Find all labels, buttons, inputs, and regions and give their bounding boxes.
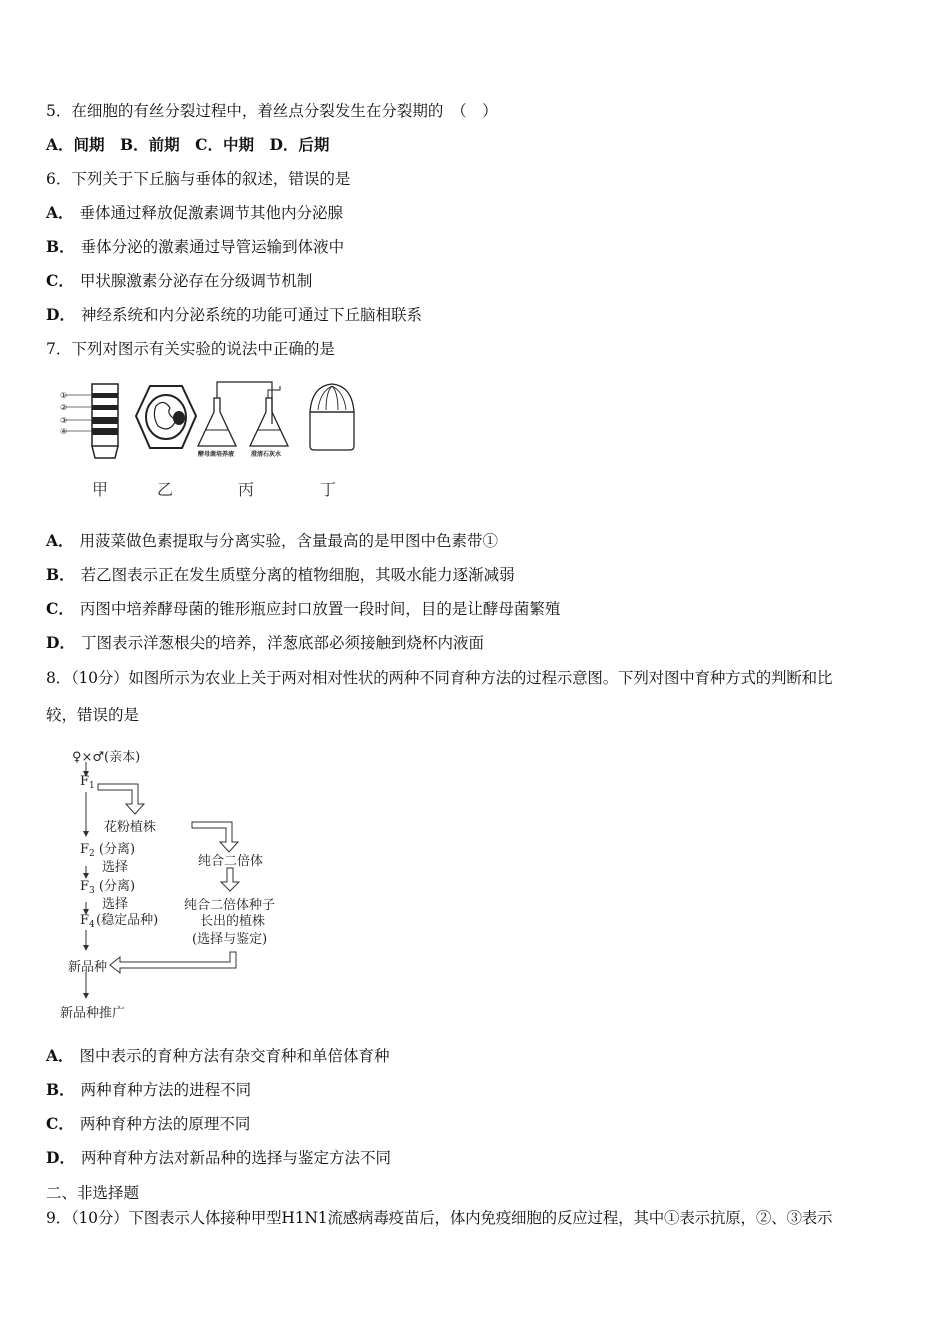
- q6-option-a: A． 垂体通过释放促激素调节其他内分泌腺: [46, 203, 344, 222]
- q6-option-d: D． 神经系统和内分泌系统的功能可通过下丘脑相联系: [46, 305, 422, 324]
- figure-label-ding: 丁: [320, 480, 337, 499]
- breeding-seed-line2: 长出的植株: [200, 914, 266, 929]
- yeast-flask-label: 酵母菌培养液: [198, 451, 235, 458]
- section-heading: 二、非选择题: [46, 1184, 140, 1202]
- q8-stem-line1: 8．（10分）如图所示为农业上关于两对相对性状的两种不同育种方法的过程示意图。下列对图中育种方式的判断和比: [46, 669, 833, 687]
- figure-label-bing: 丙: [238, 480, 255, 499]
- q7-figure: [60, 376, 370, 506]
- figure-label-jia: 甲: [92, 480, 109, 499]
- q7-option-d: D． 丁图表示洋葱根尖的培养，洋葱底部必须接触到烧杯内液面: [46, 633, 484, 652]
- q8-option-c: C． 两种育种方法的原理不同: [46, 1114, 251, 1133]
- band-label-3: ③: [60, 416, 68, 425]
- breeding-f2: $F_2$ (分离): [80, 842, 136, 859]
- q9-stem: 9．（10分）下图表示人体接种甲型H1N1流感病毒疫苗后，体内免疫细胞的反应过程，其中①表示抗原，②、③表示: [46, 1209, 833, 1227]
- q7-stem: 7．下列对图示有关实验的说法中正确的是: [46, 340, 335, 358]
- q8-breeding-figure: [46, 740, 296, 1025]
- onion-beaker: [310, 384, 354, 450]
- breeding-f1: $F_1$: [80, 774, 95, 791]
- band-label-4: ④: [60, 427, 68, 436]
- q7-option-b: B． 若乙图表示正在发生质壁分离的植物细胞，其吸水能力逐渐减弱: [46, 565, 515, 584]
- q7-option-a: A． 用菠菜做色素提取与分离实验，含量最高的是甲图中色素带①: [46, 531, 499, 550]
- q6-option-b: B． 垂体分泌的激素通过导管运输到体液中: [46, 237, 345, 256]
- breeding-stable-variety: (稳定品种): [96, 913, 159, 928]
- breeding-seed-line3: (选择与鉴定): [192, 932, 268, 947]
- q7-figure-drawing: [60, 376, 370, 468]
- q6-stem: 6．下列关于下丘脑与垂体的叙述，错误的是: [46, 170, 351, 188]
- breeding-seed-line1: 纯合二倍体种子: [184, 898, 276, 913]
- breeding-select-1: 选择: [102, 860, 129, 875]
- limewater-flask-label: 澄清石灰水: [251, 451, 282, 458]
- plant-cell: [136, 386, 196, 448]
- q8-option-d: D． 两种育种方法对新品种的选择与鉴定方法不同: [46, 1148, 391, 1167]
- q8-option-a: A． 图中表示的育种方法有杂交育种和单倍体育种: [46, 1046, 390, 1065]
- q8-option-b: B． 两种育种方法的进程不同: [46, 1080, 252, 1099]
- breeding-parents: ♀×♂(亲本): [72, 750, 141, 765]
- breeding-select-2: 选择: [102, 897, 129, 912]
- breeding-new-variety: 新品种: [68, 960, 108, 975]
- breeding-pure-diploid: 纯合二倍体: [198, 854, 264, 869]
- breeding-f3: $F_3$ (分离): [80, 879, 136, 896]
- fermentation-flasks: [198, 382, 288, 458]
- chromatography-strip: [60, 384, 118, 458]
- q5-stem: 5．在细胞的有丝分裂过程中，着丝点分裂发生在分裂期的 （ ）: [46, 102, 498, 120]
- figure-label-yi: 乙: [157, 480, 174, 499]
- breeding-pollen-plant: 花粉植株: [104, 820, 157, 835]
- q5-options: A．间期 B．前期 C．中期 D．后期: [46, 135, 330, 154]
- band-label-2: ②: [60, 403, 68, 412]
- q8-stem-line2: 较，错误的是: [46, 706, 140, 724]
- breeding-f4: $F_4$: [80, 913, 95, 930]
- q7-option-c: C． 丙图中培养酵母菌的锥形瓶应封口放置一段时间，目的是让酵母菌繁殖: [46, 599, 561, 618]
- breeding-promotion: 新品种推广: [60, 1006, 126, 1021]
- q6-option-c: C． 甲状腺激素分泌存在分级调节机制: [46, 271, 313, 290]
- band-label-1: ①: [60, 391, 68, 400]
